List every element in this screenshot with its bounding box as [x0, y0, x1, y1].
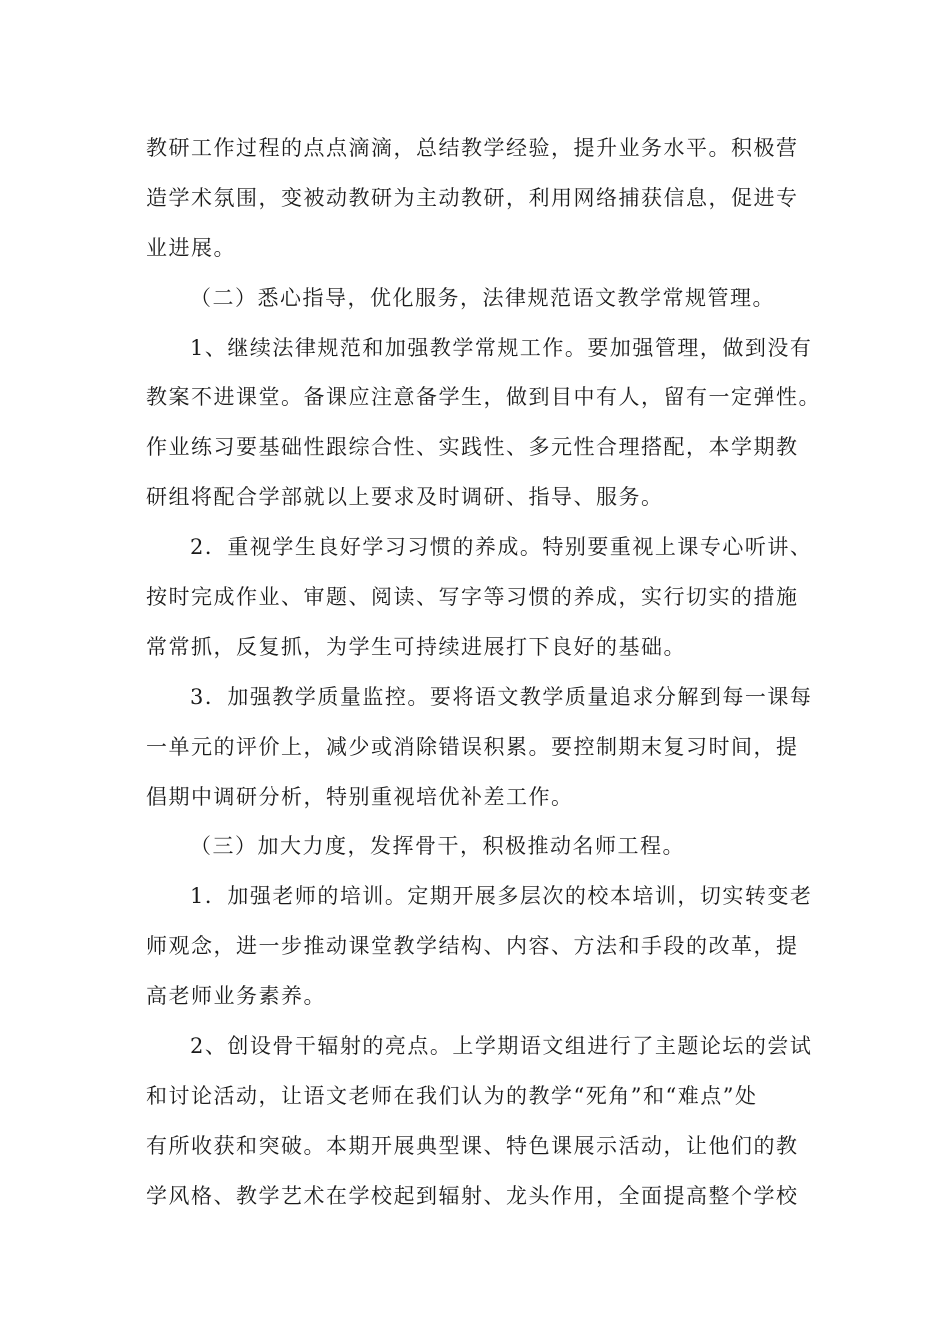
text-line: 研组将配合学部就以上要求及时调研、指导、服务。: [146, 485, 664, 510]
text-line: 有所收获和突破。本期开展典型课、特色课展示活动，让他们的教: [146, 1133, 799, 1158]
text-line: 2．重视学生良好学习习惯的养成。特别要重视上课专心听讲、: [190, 535, 813, 560]
document-body: [146, 128, 821, 1226]
text-line: 1、继续法律规范和加强教学常规工作。要加强管理，做到没有: [190, 335, 813, 360]
text-line: （二）悉心指导，优化服务，法律规范语文教学常规管理。: [190, 285, 775, 310]
text-line: 造学术氛围，变被动教研为主动教研，利用网络捕获信息，促进专: [146, 185, 799, 210]
text-line: 3．加强教学质量监控。要将语文教学质量追求分解到每一课每: [190, 684, 813, 709]
text-line: 师观念，进一步推动课堂教学结构、内容、方法和手段的改革，提: [146, 934, 799, 959]
text-line: 和讨论活动，让语文老师在我们认为的教学“死角”和“难点”处: [146, 1083, 758, 1108]
text-line: 作业练习要基础性跟综合性、实践性、多元性合理搭配，本学期教: [146, 435, 799, 460]
text-line: （三）加大力度，发挥骨干，积极推动名师工程。: [190, 834, 685, 859]
text-line: 倡期中调研分析，特别重视培优补差工作。: [146, 784, 574, 809]
text-line: 2、创设骨干辐射的亮点。上学期语文组进行了主题论坛的尝试: [190, 1034, 813, 1059]
text-line: 教研工作过程的点点滴滴，总结教学经验，提升业务水平。积极营: [146, 136, 799, 160]
text-line: 按时完成作业、审题、阅读、写字等习惯的养成，实行切实的措施: [146, 585, 799, 610]
text-line: 常常抓，反复抓，为学生可持续进展打下良好的基础。: [146, 634, 686, 659]
text-line: 一单元的评价上，减少或消除错误积累。要控制期末复习时间，提: [146, 734, 799, 759]
text-line: 教案不进课堂。备课应注意备学生，做到目中有人，留有一定弹性。: [146, 385, 821, 410]
text-line: 业进展。: [146, 235, 236, 260]
text-line: 1．加强老师的培训。定期开展多层次的校本培训，切实转变老: [190, 884, 813, 909]
text-line: 学风格、教学艺术在学校起到辐射、龙头作用，全面提高整个学校: [146, 1183, 799, 1208]
text-line: 高老师业务素养。: [146, 984, 326, 1009]
